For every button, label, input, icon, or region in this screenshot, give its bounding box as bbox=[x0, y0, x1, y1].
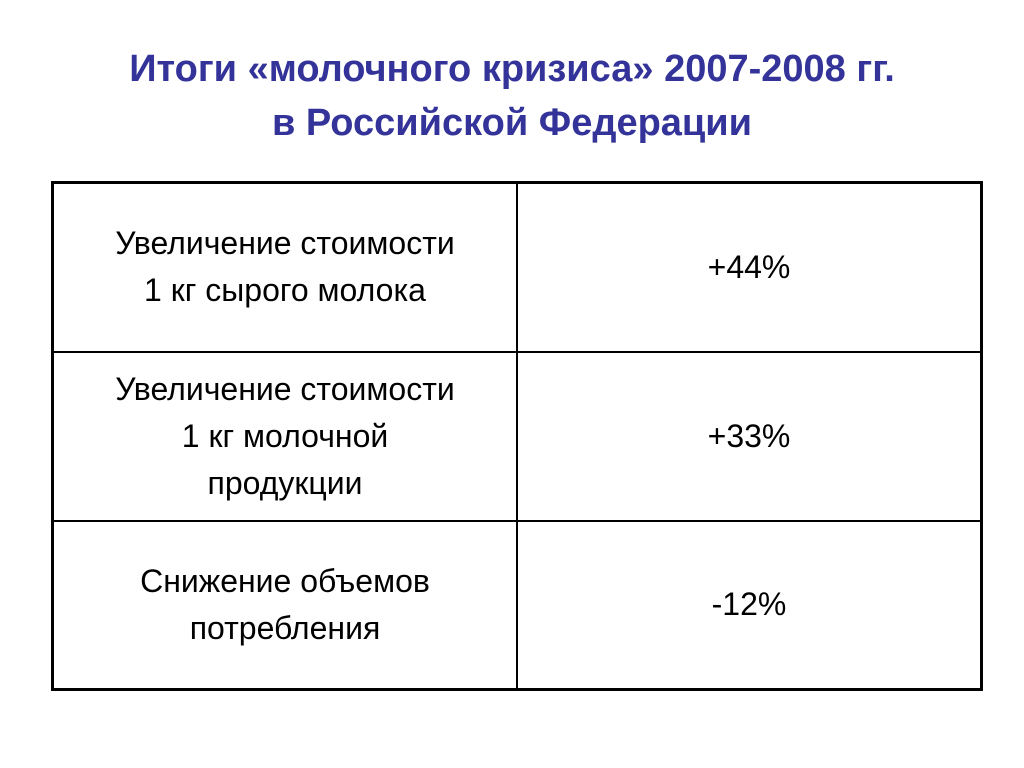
title-line-1: Итоги «молочного кризиса» 2007-2008 гг. bbox=[129, 48, 895, 90]
row-label-cell bbox=[53, 183, 518, 352]
row-label-line: 1 кг сырого молока bbox=[144, 272, 426, 309]
row-value: -12% bbox=[711, 586, 787, 623]
table-row bbox=[53, 521, 982, 690]
row-value-cell bbox=[517, 352, 982, 521]
row-value-cell bbox=[517, 183, 982, 352]
row-label-line: продукции bbox=[207, 464, 363, 501]
table-row bbox=[53, 183, 982, 352]
table-row bbox=[53, 352, 982, 521]
row-label-line: Увеличение стоимости bbox=[115, 370, 455, 407]
row-label-cell bbox=[53, 521, 518, 690]
row-label-line: 1 кг молочной bbox=[181, 417, 389, 454]
row-label-line: Снижение объемов bbox=[140, 562, 430, 599]
row-label-line: Увеличение стоимости bbox=[115, 225, 455, 262]
row-label-cell bbox=[53, 352, 518, 521]
row-value-cell bbox=[517, 521, 982, 690]
results-table bbox=[51, 181, 983, 691]
slide-title bbox=[0, 42, 1024, 150]
row-value: +33% bbox=[707, 417, 791, 454]
title-line-2: в Российской Федерации bbox=[271, 102, 753, 144]
row-label-line: потребления bbox=[189, 609, 381, 646]
row-value: +44% bbox=[707, 248, 791, 285]
